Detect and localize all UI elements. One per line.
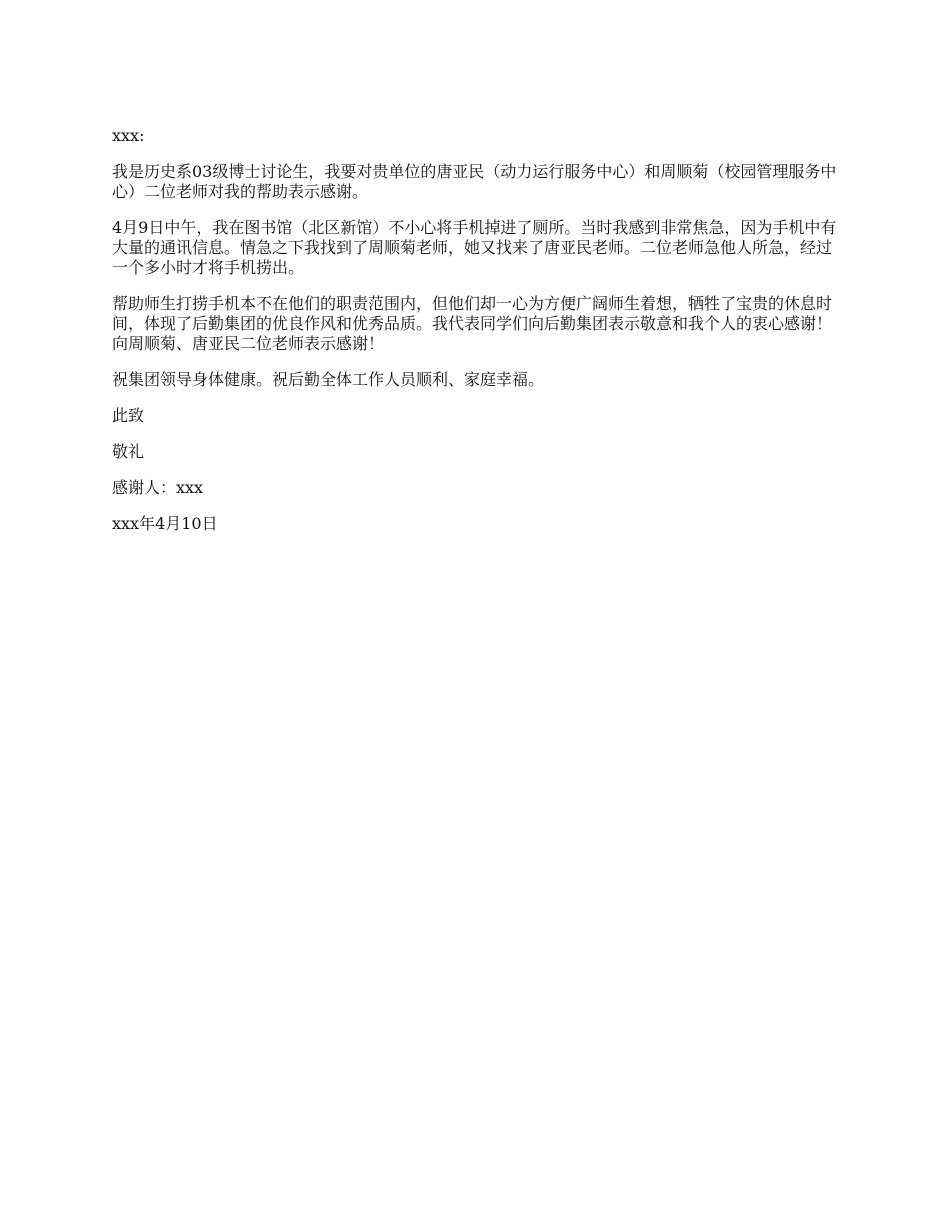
paragraph-wishes: 祝集团领导身体健康。祝后勤全体工作人员顺利、家庭幸福。 — [112, 370, 545, 389]
letter-body — [112, 126, 842, 550]
salutation: xxx: — [112, 126, 145, 145]
date: xxx年4月10日 — [112, 514, 218, 533]
paragraph-intro: 我是历史系03级博士讨论生，我要对贵单位的唐亚民（动力运行服务中心）和周顺菊（校园管理服务中心）二位老师对我的帮助表示感谢。 — [112, 162, 837, 201]
signature: 感谢人：xxx — [112, 478, 204, 497]
closing-line-2: 敬礼 — [112, 442, 145, 461]
closing-line-1: 此致 — [112, 406, 145, 425]
paragraph-thanks: 帮助师生打捞手机本不在他们的职责范围内，但他们却一心为方便广阔师生着想，牺牲了宝贵的休息时间，体现了后勤集团的优良作风和优秀品质。我代表同学们向后勤集团表示敬意和我个人的衷心感谢！向周顺菊、唐亚民二位老师表示感谢！ — [112, 294, 833, 353]
paragraph-incident: 4月9日中午，我在图书馆（北区新馆）不小心将手机掉进了厕所。当时我感到非常焦急，因为手机中有大量的通讯信息。情急之下我找到了周顺菊老师，她又找来了唐亚民老师。二位老师急他人所急，经过一个多小时才将手机捞出。 — [112, 218, 837, 277]
